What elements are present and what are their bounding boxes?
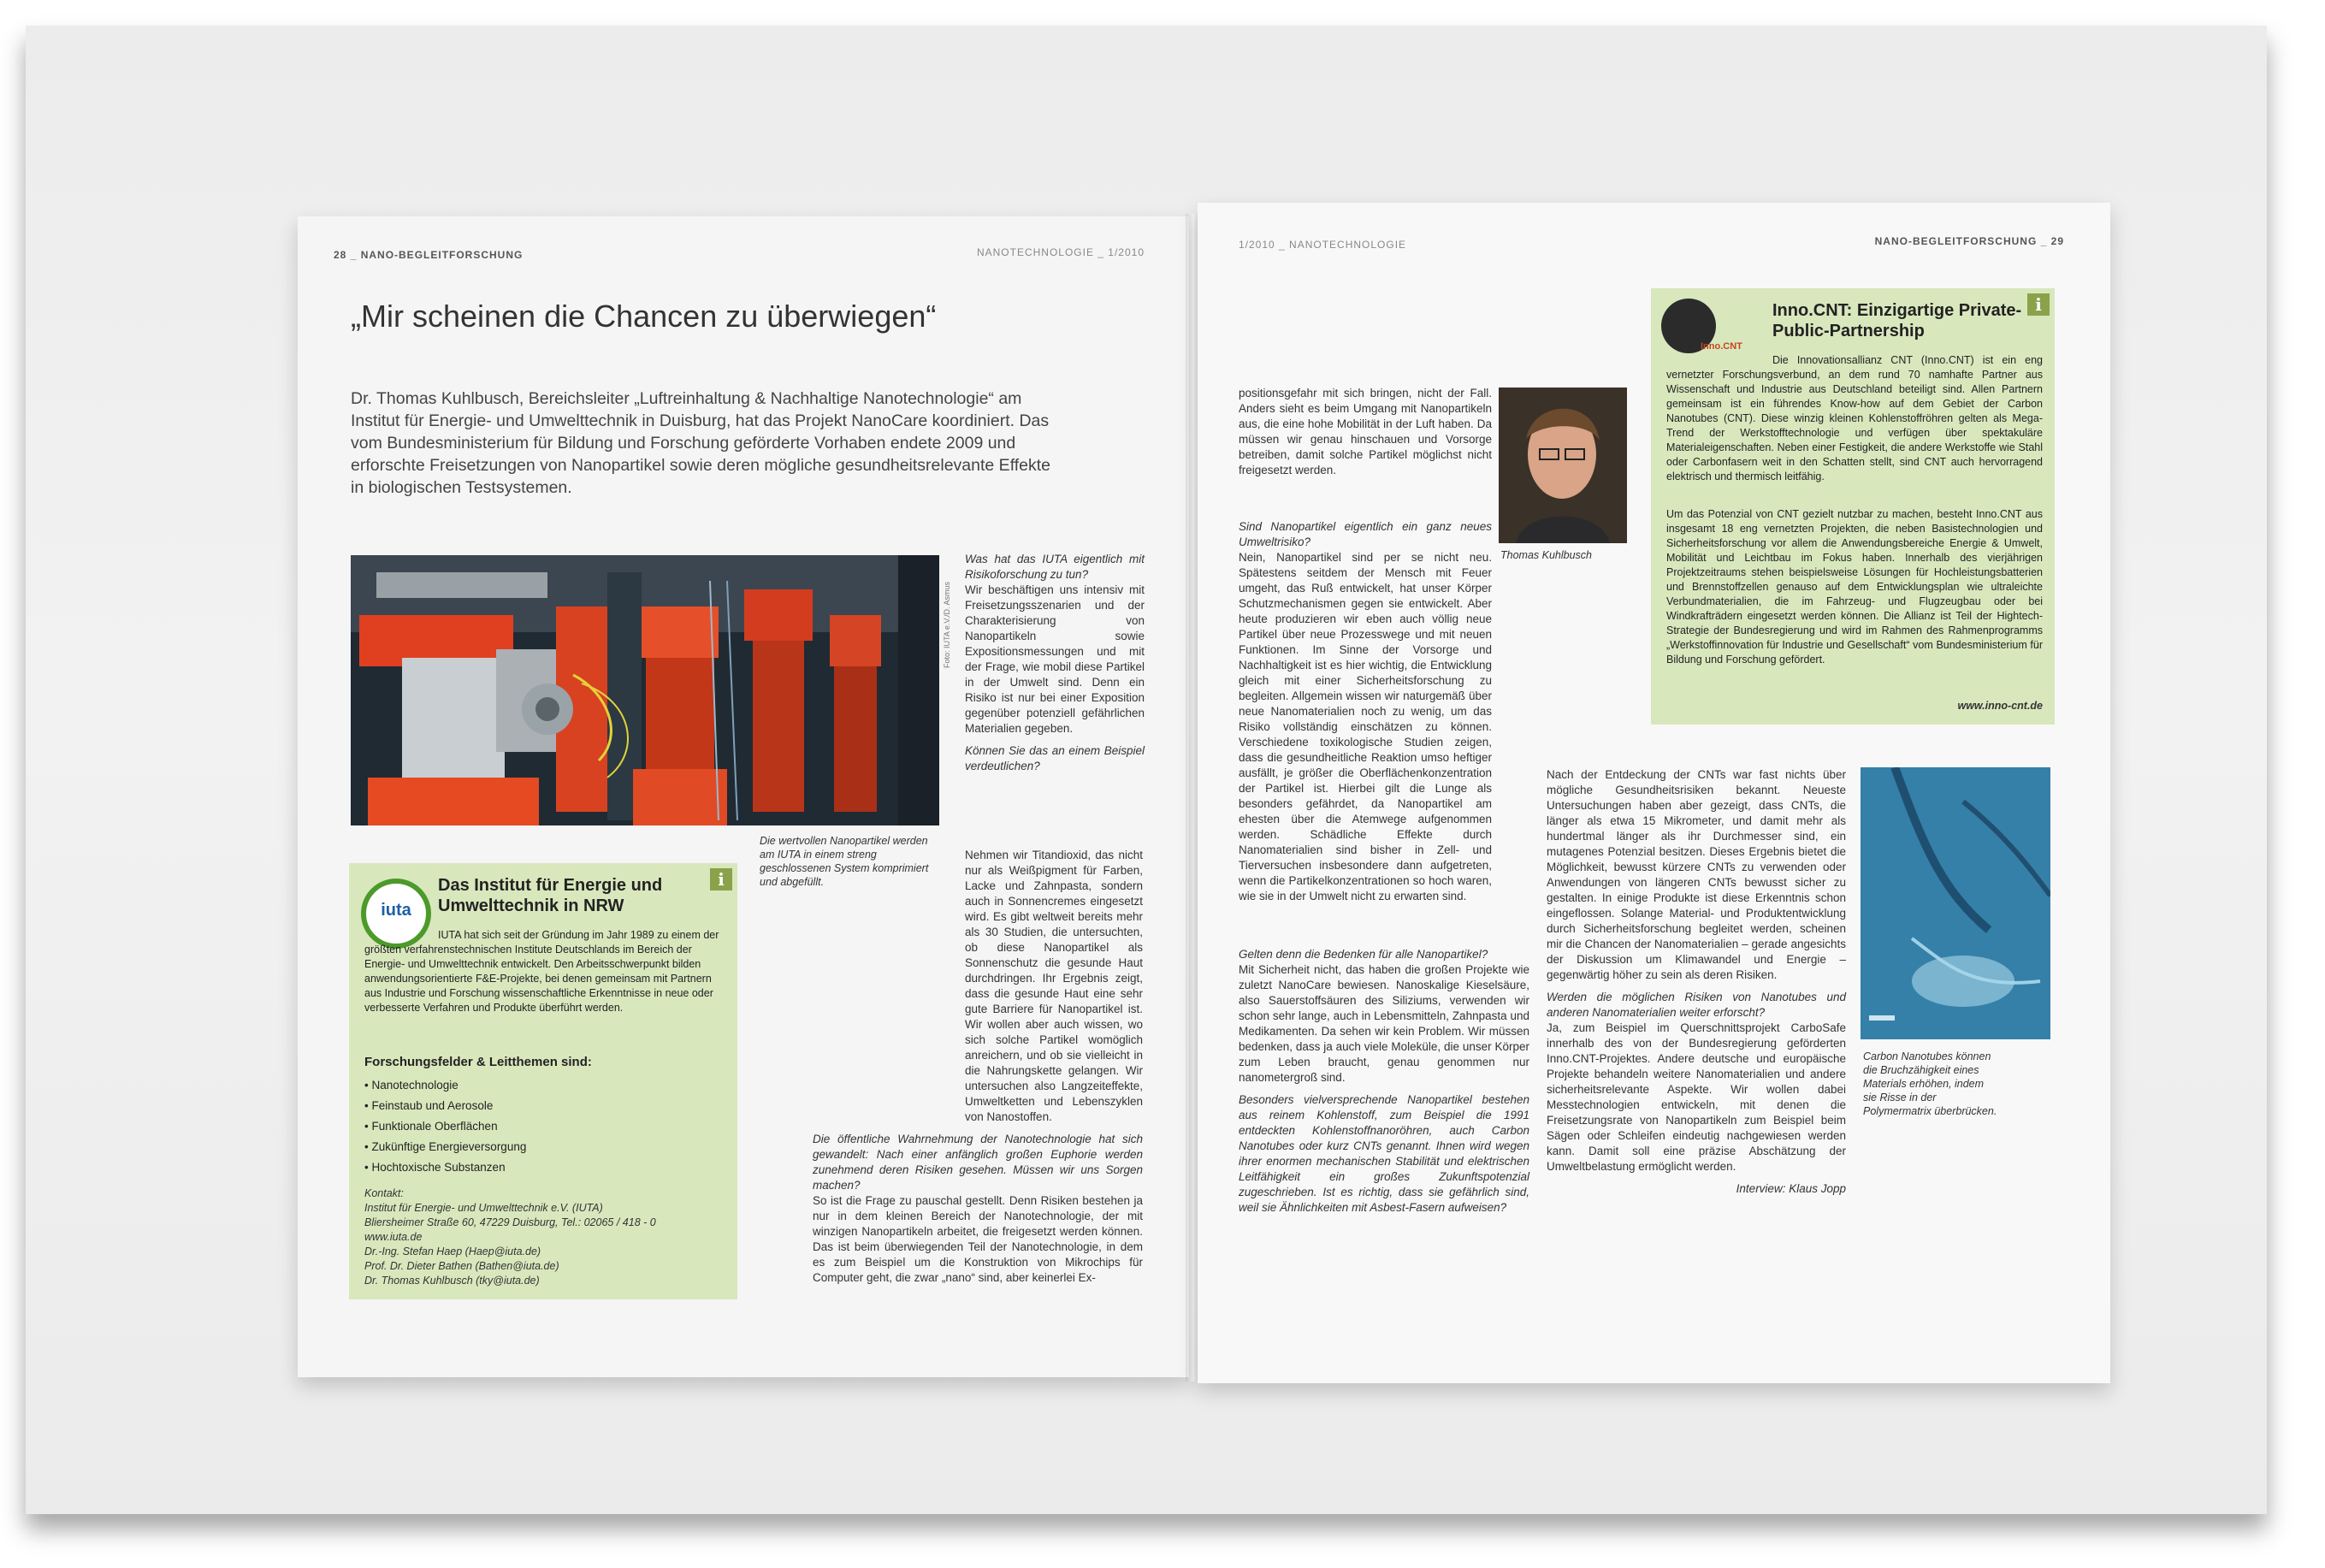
- interview-credit: Interview: Klaus Jopp: [1736, 1182, 1846, 1195]
- answer-text: Nein, Nanopartikel sind per se nicht neu. Spätestens seitdem der Mensch mit Feuer umgeht, das Ruß entwickelt, hat unser Körper Schutzmechanismen gegen sie entwickelt. Aber heute produzieren wir eben auch völlig neue Partikel über neue Prozesswege und mit neuen Funktionen. Im Sinne der Vorsorge und Nachhaltigkeit ist es hier wichtig, die Entwicklung gleich mit einer Sicherheitsforschung zu begleiten. Allgemein wissen wir naturgemäß über neue Nanomaterialien noch zu wenig, um das Risiko vollständig einschätzen zu können. Verschiedene toxikologische Studien zeigen, dass die gesundheitliche Reaktion umso heftiger ausfällt, je größer die Oberflächenkonzentration der Partikel ist. Hierbei gilt die Lunge als besonders gefährdet, da Nanopartikel am ehesten über die Atemwege aufgenommen werden. Schädliche Effekte durch Nanomaterialien sind bisher in Zell- und Tierversuchen insbesondere dann aufgetreten, wenn die Partikelkonzentrationen so hoch waren, wie sie in der Umwelt nicht zu erwarten sind.: [1239, 551, 1492, 902]
- interview-column-top: [965, 552, 1145, 781]
- portrait-caption: Thomas Kuhlbusch: [1500, 549, 1593, 561]
- list-item: • Zukünftige Energieversorgung: [364, 1137, 526, 1157]
- question-text: Besonders vielversprechende Nanopartikel bestehen aus reinem Kohlenstoff, zum Beispiel die 1991 entdeckten Kohlenstoffnanoröhren, auch Carbon Nanotubes oder kurz CNTs genannt. Ihnen wird wegen ihrer enormen mechanischen Stabilität und elektrischen Leitfähigkeit ein großes Zukunftspotenzial zugeschrieben. Ist es richtig, dass sie gefährlich sind, weil sie Ähnlichkeiten mit Asbest-Fasern aufweisen?: [1239, 1093, 1529, 1214]
- answer-text: positionsgefahr mit sich bringen, nicht der Fall. Anders sieht es beim Umgang mit Nanopartikeln aus, die eine hohe Mobilität in der Luft haben. Da müssen wir genau hinschauen und Vorsorge betreiben, damit solche Partikel möglichst nicht freigesetzt werden.: [1239, 387, 1492, 476]
- answer-text: So ist die Frage zu pauschal gestellt. Denn Risiken bestehen ja nur in dem kleinen Bereich der Nanotechnologie, der mit winzigen Nanopartikeln arbeitet, die freigesetzt werden können. Das ist beim überwiegenden Teil der Nanotechnologie, in dem es zum Beispiel um die Konstruktion von Mikrochips für Computer geht, die zwar „nano“ sind, aber keinerlei Ex-: [813, 1194, 1143, 1284]
- iuta-info-box: [349, 863, 737, 1299]
- photo-caption: Die wertvollen Nanopartikel werden am IUTA in einem streng geschlossenen System komprimiert und abgefüllt.: [760, 835, 929, 888]
- interview-column-2: [1547, 767, 1846, 1204]
- iuta-website-link[interactable]: www.iuta.de: [364, 1231, 423, 1243]
- left-magazine-page: [298, 216, 1189, 1377]
- right-magazine-page: [1198, 203, 2110, 1383]
- answer-text: Mit Sicherheit nicht, das haben die großen Projekte wie zuletzt NanoCare bewiesen. Nanoskalige Kieselsäure, also Sauerstoffsäuren des Siliziums, verwenden wir schon sehr lange, auch in Lebensmitteln, Zahnpasta und Medikamenten. Da sehen wir kein Problem. Wir müssen bedenken, dass ja auch viele Moleküle, die unser Körper zum Leben braucht, genau genommen nur nanometergroß sind.: [1239, 963, 1529, 1084]
- list-item: • Hochtoxische Substanzen: [364, 1157, 526, 1178]
- question-text: Werden die möglichen Risiken von Nanotubes und anderen Nanomaterialien weiter erforscht?: [1547, 991, 1846, 1019]
- list-item: • Funktionale Oberflächen: [364, 1116, 526, 1137]
- interview-column-1b: [1239, 519, 1492, 911]
- article-lead: Dr. Thomas Kuhlbusch, Bereichsleiter „Luftreinhaltung & Nachhaltige Nanotechnologie“ am Institut für Energie- und Umwelttechnik in Duisburg, hat das Projekt NanoCare koordiniert. Das vom Bundesministerium für Bildung und Forschung geförderte Vorhaben endete 2009 und erforschte Freisetzungen von Nanopartikel sowie deren mögliche gesundheitsrelevante Effekte in biologischen Testsystemen.: [351, 389, 1051, 497]
- inno-cnt-website-link[interactable]: www.inno-cnt.de: [1957, 700, 2043, 712]
- list-item: • Nanotechnologie: [364, 1075, 526, 1096]
- inno-cnt-info-box: [1651, 288, 2055, 725]
- answer-text: Nehmen wir Titandioxid, das nicht nur als Weißpigment für Farben, Lacke und Zahnpasta, sondern auch in Sonnencremes eingesetzt wird. Es gibt weltweit bereits mehr als 30 Studien, die untersuchten, ob diese Nanopartikel als Sonnenschutz die gesunde Haut durchdringen. Ihr Ergebnis zeigt, dass die gesunde Haut eine sehr gute Barriere für Nanopartikel ist. Wir wollen aber auch wissen, wo sich solche Partikel womöglich anreichern, und ob sie vielleicht in die Nahrungskette gelangen. Wir untersuchen also Langzeiteffekte, Umweltketten und Lebenszyklen von Nanostoffen.: [965, 849, 1143, 1123]
- carbon-nanotube-image: [1861, 767, 2050, 1039]
- article-headline: „Mir scheinen die Chancen zu überwiegen“: [351, 299, 937, 334]
- info-icon: i: [2027, 293, 2050, 316]
- photo-credit: Foto: IUTA e.V./D. Asmus: [943, 581, 951, 668]
- right-page-issue: 1/2010 _ NANOTECHNOLOGIE: [1239, 239, 1407, 251]
- interview-column-1c: [1239, 947, 1529, 1222]
- inno-cnt-box-title: Inno.CNT: Einzigartige Private-Public-Partnership: [1772, 301, 2022, 340]
- answer-text: Nach der Entdeckung der CNTs war fast nichts über mögliche Gesundheitsrisiken bekannt. Neueste Untersuchungen haben aber gezeigt, dass CNTs, die länger als etwa 15 Mikrometer, und damit mehr als hundertmal länger als ihr Durchmesser sind, ein mutagenes Potenzial besitzen. Dieses Ergebnis bietet die Möglichkeit, bewusst kürzere CNTs zu verwenden oder Anwendungen von längeren CNTs bewusst sicher zu gestalten. In einige Produkte ist diese Erkenntnis schon eingeflossen. Solange Material- und Produktentwicklung durch Sicherheitsforschung begleitet werden, scheinen mir die Chancen der Nanomaterialien – gerade angesichts der Diskussion um Klimawandel und Energie – gegenwärtig höher zu sein als deren Risiken.: [1547, 768, 1846, 981]
- inno-cnt-text-1: Die Innovationsallianz CNT (Inno.CNT) ist ein eng vernetzter Forschungsverbund, an dem rund 70 namhafte Partner aus Wissenschaft und Industrie aus Deutschland beteiligt sind. Allen Partnern gemeinsam ist ein führendes Know-how auf dem Gebiet der Carbon Nanotubes (CNT). Diese winzig kleinen Kohlenstoffröhren gelten als Mega-Trend der Werkstofftechnologie und verfügen über spektakuläre Materialeigenschaften. Neben einer Festigkeit, die andere Werkstoffe wie Stahl oder Carbonfasern weit in den Schatten stellt, sind CNT auch hervorragend elektrisch und thermisch leitfähig.: [1666, 354, 2043, 482]
- list-item: • Feinstaub und Aerosole: [364, 1096, 526, 1116]
- interview-column-bottom: [813, 848, 1143, 1293]
- iuta-box-text: IUTA hat sich seit der Gründung im Jahr 1989 zu einem der größten verfahrenstechnischen Institute Deutschlands im Bereich der Energie- und Umwelttechnik entwickelt. Den Arbeitsschwerpunkt bilden anwendungsorientierte F&E-Projekte, bei denen gemeinsam mit Partnern aus Industrie und Forschung wissenschaftliche Erkenntnisse in neue oder verbesserte Verfahren und Produkte überführt werden.: [364, 929, 719, 1014]
- answer-text: Ja, zum Beispiel im Querschnittsprojekt CarboSafe innerhalb des von der Bundesregierung geförderten Inno.CNT-Projektes. Andere deutsche und europäische Projekte behandeln weitere Nanomaterialien und andere sicherheitsrelevante Aspekte. Wir wollen dabei Messtechnologien entwickeln, mit denen die Freisetzungsrate von Nanopartikeln zum Beispiel beim Sägen oder Schleifen eindeutig nachgewiesen werden kann. Damit soll eine präzise Abschätzung der Umweltbelastung ermöglicht werden.: [1547, 1021, 1846, 1173]
- question-text: Können Sie das an einem Beispiel verdeutlichen?: [965, 744, 1145, 772]
- iuta-box-title: Das Institut für Energie und Umwelttechnik in NRW: [438, 876, 663, 915]
- left-page-header: 28 _ NANO-BEGLEITFORSCHUNG: [334, 249, 524, 261]
- answer-text: Wir beschäftigen uns intensiv mit Freisetzungsszenarien und der Charakterisierung von Nanopartikeln sowie Expositionsmessungen und mit der Frage, wie mobil diese Partikel in der Umwelt sind. Denn ein Risiko ist nur bei einer Exposition gegenüber potenziell gefährlichen Materialien gegeben.: [965, 583, 1145, 735]
- question-text: Sind Nanopartikel eigentlich ein ganz neues Umweltrisiko?: [1239, 520, 1492, 548]
- portrait-photo: [1499, 388, 1627, 543]
- research-fields-list: [364, 1075, 526, 1178]
- iuta-contact: Kontakt: Institut für Energie- und Umwelttechnik e.V. (IUTA) Bliersheimer Straße 60, 47229 Duisburg, Tel.: 02065 / 418 - 0 www.iuta.de Dr.-Ing. Stefan Haep (Haep@iuta.de) Prof. Dr. Dieter Bathen (Bathen@iuta.de) Dr. Thomas Kuhlbusch (tky@iuta.de): [364, 1186, 732, 1288]
- question-text: Die öffentliche Wahrnehmung der Nanotechnologie hat sich gewandelt: Nach einer anfänglich großen Euphorie werden zunehmend deren Risiken gesehen. Müssen wir uns Sorgen machen?: [813, 1133, 1143, 1192]
- info-icon: i: [710, 868, 732, 891]
- interview-column-1: [1239, 386, 1492, 485]
- right-page-header: NANO-BEGLEITFORSCHUNG _ 29: [1874, 235, 2064, 247]
- nanotube-caption: Carbon Nanotubes können die Bruchzähigkeit eines Materials erhöhen, indem sie Risse in der Polymermatrix überbrücken.: [1863, 1050, 1997, 1117]
- iuta-logo: iuta: [361, 879, 431, 949]
- inno-cnt-logo: Inno.CNT: [1661, 299, 1716, 353]
- question-text: Was hat das IUTA eigentlich mit Risikoforschung zu tun?: [965, 553, 1145, 581]
- inno-cnt-text-2: Um das Potenzial von CNT gezielt nutzbar zu machen, besteht Inno.CNT aus insgesamt 18 eng vernetzten Projekten, die neben Basistechnologien und Sicherheitsforschung vor allem die Anwendungsbereiche Energie & Umwelt, Mobilität und Leichtbau im Fokus haben. Innerhalb des vierjährigen Projektzeitraums stehen beispielsweise Lösungen für Hochleistungsbatterien und Brennstoffzellen genauso auf dem Entwicklungsplan wie ultraleichte Verbundmaterialien, die im Fahrzeug- und Flugzeugbau oder bei Windkrafträdern eingesetzt werden können. Die Allianz ist Teil der Hightech-Strategie der Bundesregierung und wird im Rahmen des Rahmenprogramms „Werkstoffinnovation für Industrie und Gesellschaft“ vom Bundesministerium für Bildung und Forschung gefördert.: [1666, 508, 2043, 666]
- question-text: Gelten denn die Bedenken für alle Nanopartikel?: [1239, 948, 1488, 961]
- research-fields-title: Forschungsfelder & Leitthemen sind:: [364, 1055, 592, 1069]
- lab-equipment-photo: [351, 555, 939, 825]
- left-page-issue: NANOTECHNOLOGIE _ 1/2010: [976, 246, 1145, 258]
